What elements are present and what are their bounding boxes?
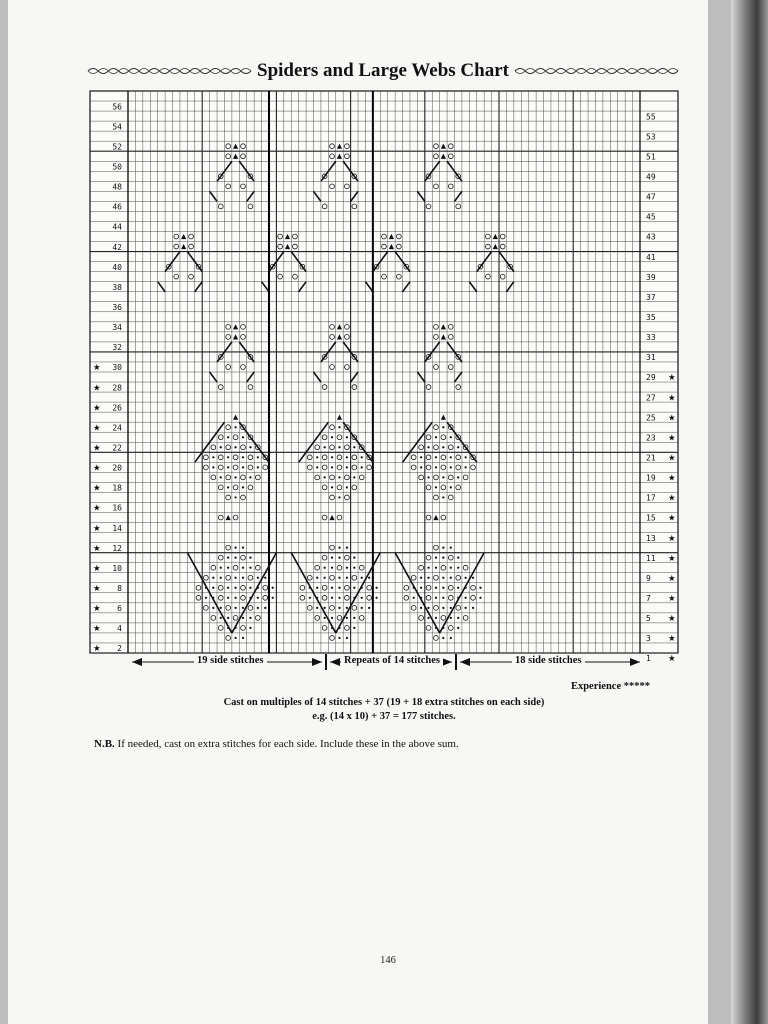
right-row-number: 29 <box>646 373 656 383</box>
left-row-number: 14 <box>112 523 122 533</box>
star-marker: ★ <box>668 453 676 464</box>
right-row-number: 55 <box>646 112 656 122</box>
left-row-number: 48 <box>112 182 122 192</box>
stitch-arrows <box>90 652 678 672</box>
left-row-number: 46 <box>112 202 122 212</box>
right-row-number: 13 <box>646 533 656 543</box>
right-row-number: 9 <box>646 573 651 583</box>
left-row-number: 2 <box>117 644 122 654</box>
right-row-number: 11 <box>646 553 656 563</box>
star-marker: ★ <box>93 583 101 594</box>
left-row-number: 4 <box>117 624 122 634</box>
left-row-number: 44 <box>112 222 122 232</box>
star-marker: ★ <box>668 433 676 444</box>
note <box>94 738 459 750</box>
left-row-number: 40 <box>112 262 122 272</box>
star-marker: ★ <box>93 543 101 554</box>
star-marker: ★ <box>93 563 101 574</box>
left-row-number: 26 <box>112 403 122 413</box>
left-row-number: 50 <box>112 162 122 172</box>
star-marker: ★ <box>93 624 101 635</box>
right-row-number: 21 <box>646 453 656 463</box>
star-marker: ★ <box>93 503 101 514</box>
star-marker: ★ <box>668 594 676 605</box>
right-side-stitches-label: 18 side stitches <box>512 655 585 666</box>
left-row-number: 10 <box>112 563 122 573</box>
star-marker: ★ <box>668 573 676 584</box>
experience-rating: Experience ***** <box>570 681 650 692</box>
right-row-number: 3 <box>646 634 651 644</box>
right-row-number: 53 <box>646 132 656 142</box>
right-row-number: 19 <box>646 473 656 483</box>
left-row-number: 18 <box>112 483 122 493</box>
star-marker: ★ <box>668 473 676 484</box>
right-row-number: 17 <box>646 493 656 503</box>
right-row-number: 15 <box>646 513 656 523</box>
star-marker: ★ <box>668 513 676 524</box>
right-row-number: 5 <box>646 614 651 624</box>
cast-on-instruction: Cast on multiples of 14 stitches + 37 (19 + 18 extra stitches on each side) <box>223 697 545 708</box>
right-row-number: 27 <box>646 393 656 403</box>
star-marker: ★ <box>93 443 101 454</box>
star-marker: ★ <box>668 533 676 544</box>
title-row <box>88 58 678 84</box>
right-row-number: 33 <box>646 333 656 343</box>
left-flourish-icon <box>88 66 251 76</box>
page-title: Spiders and Large Webs Chart <box>257 60 509 81</box>
star-marker: ★ <box>668 413 676 424</box>
right-row-number: 37 <box>646 292 656 302</box>
right-flourish-icon <box>515 66 678 76</box>
cast-on-example: e.g. (14 x 10) + 37 = 177 stitches. <box>312 711 456 722</box>
right-row-number: 41 <box>646 252 656 262</box>
left-row-number: 22 <box>112 443 122 453</box>
star-marker: ★ <box>93 383 101 394</box>
star-marker: ★ <box>93 523 101 534</box>
right-row-number: 25 <box>646 413 656 423</box>
star-marker: ★ <box>668 393 676 404</box>
star-marker: ★ <box>668 654 676 665</box>
repeat-stitches-label: Repeats of 14 stitches <box>341 655 443 666</box>
left-row-number: 6 <box>117 604 122 614</box>
book-page <box>8 0 708 1024</box>
page-number: 146 <box>380 955 396 966</box>
left-row-number: 52 <box>112 142 122 152</box>
star-marker: ★ <box>668 373 676 384</box>
right-row-number: 1 <box>646 654 651 664</box>
right-row-number: 35 <box>646 313 656 323</box>
left-side-stitches-label: 19 side stitches <box>194 655 267 666</box>
left-row-number: 24 <box>112 423 122 433</box>
left-row-number: 30 <box>112 363 122 373</box>
star-marker: ★ <box>93 604 101 615</box>
right-row-number: 7 <box>646 594 651 604</box>
star-marker: ★ <box>668 634 676 645</box>
right-row-number: 39 <box>646 272 656 282</box>
left-row-number: 12 <box>112 543 122 553</box>
left-row-number: 20 <box>112 463 122 473</box>
left-row-number: 38 <box>112 282 122 292</box>
star-marker: ★ <box>93 363 101 374</box>
left-row-number: 56 <box>112 102 122 112</box>
left-row-number: 34 <box>112 323 122 333</box>
left-row-number: 28 <box>112 383 122 393</box>
right-row-number: 45 <box>646 212 656 222</box>
star-marker: ★ <box>93 463 101 474</box>
star-marker: ★ <box>93 483 101 494</box>
left-row-number: 42 <box>112 242 122 252</box>
star-marker: ★ <box>93 423 101 434</box>
left-row-number: 54 <box>112 122 122 132</box>
star-marker: ★ <box>668 493 676 504</box>
star-marker: ★ <box>668 553 676 564</box>
right-row-number: 51 <box>646 152 656 162</box>
left-row-number: 16 <box>112 503 122 513</box>
left-row-number: 8 <box>117 583 122 593</box>
right-row-number: 31 <box>646 353 656 363</box>
right-row-number: 23 <box>646 433 656 443</box>
left-row-number: 32 <box>112 343 122 353</box>
star-marker: ★ <box>668 614 676 625</box>
right-row-number: 49 <box>646 172 656 182</box>
note-label: N.B. <box>94 738 115 750</box>
star-marker: ★ <box>93 403 101 414</box>
right-row-number: 47 <box>646 192 656 202</box>
star-marker: ★ <box>93 644 101 655</box>
right-row-number: 43 <box>646 232 656 242</box>
note-text: If needed, cast on extra stitches for each side. Include these in the above sum. <box>117 738 459 750</box>
book-spine-shadow <box>731 0 768 1024</box>
left-row-number: 36 <box>112 302 122 312</box>
